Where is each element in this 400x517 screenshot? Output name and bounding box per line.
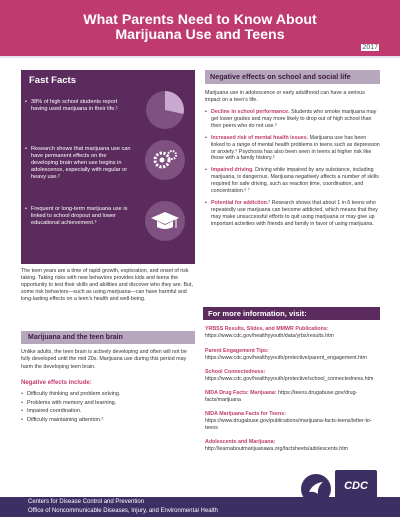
resource-item[interactable] <box>205 390 380 404</box>
list-item-title: Impaired driving. <box>211 167 254 174</box>
resource-link[interactable]: https://www.cdc.gov/healthyyouth/protective/school_connectedness.htm <box>205 375 374 382</box>
year-label: 2017 <box>362 44 378 51</box>
graduation-cap-icon <box>145 201 185 241</box>
footer-bar <box>0 497 400 517</box>
fast-fact-3: • Frequent or long-term marijuana use is linked to school dropout and lower educational achievement.³ <box>25 206 128 226</box>
teen-brain-header <box>21 331 195 344</box>
page-title <box>0 13 400 43</box>
pie-chart-icon <box>145 90 185 130</box>
resource-link[interactable]: https://www.drugabuse.gov/publications/marijuana-facts-teens/letter-to-teens <box>205 417 372 431</box>
school-effects-header <box>205 70 380 84</box>
fast-fact-3-text: Frequent or long-term marijuana use is linked to school dropout and lower educational achievement.³ <box>31 206 128 226</box>
list-item: • Problems with memory and learning. <box>21 399 120 408</box>
page-title-line2: Marijuana Use and Teens <box>115 27 285 43</box>
resource-title: Parent Engagement Tips: <box>205 348 269 354</box>
resource-item[interactable] <box>205 348 380 362</box>
more-info-heading: For more information, visit: <box>208 309 307 318</box>
resource-item[interactable] <box>205 369 380 383</box>
title-divider <box>0 56 400 58</box>
school-effects-list <box>205 109 380 233</box>
page-title-line1: What Parents Need to Know About <box>83 12 317 28</box>
resource-link[interactable]: http://learnaboutmarijuanawa.org/factsheets/adolescents.htm <box>205 445 349 452</box>
fast-fact-1-text: 38% of high school students report having used marijuana in their life.¹ <box>31 99 118 112</box>
school-effects-intro: Marijuana use in adolescence or early adulthood can have a serious impact on a teen’s life. <box>205 90 365 104</box>
resource-link[interactable]: https://teens.drugabuse.gov/drug-facts/marijuana <box>205 390 358 403</box>
more-info-header <box>203 307 380 320</box>
resource-item[interactable] <box>205 411 380 432</box>
cdc-logo: CDC <box>335 470 377 502</box>
resource-item[interactable] <box>205 326 380 340</box>
list-item-title: Decline in school performance. <box>211 109 290 115</box>
resource-title: NIDA Marijuana Facts for Teens: <box>205 411 286 417</box>
fast-fact-1: • 38% of high school students report having used marijuana in their life.¹ <box>25 99 118 112</box>
list-item-text: ² Research shows that about 1 in 6 teens who repeatedly use marijuana can become addicted, which means that they may make unsuccessful efforts to quit using marijuana or may give up important activities with friends and family in favor of using marijuana. <box>211 199 378 227</box>
list-item <box>205 167 380 195</box>
resource-title: YRBSS Results, Slides, and MMWR Publications: <box>205 326 329 332</box>
list-item-title: Potential for addiction. <box>211 199 269 206</box>
resource-link[interactable]: https://www.cdc.gov/healthyyouth/protective/parent_engagement.htm <box>205 354 367 361</box>
list-item-text: Marijuana use has been linked to a range of mental health problems in teens such as depression or anxiety.⁴ Psychosis has also been seen in teens at higher risk like those with a family history.⁵ <box>211 134 380 162</box>
negative-effects-list <box>21 390 120 424</box>
list-item <box>205 135 380 163</box>
list-item: • Difficulty thinking and problem solving. <box>21 390 120 399</box>
fast-fact-2-text: Research shows that marijuana use can have permanent effects on the developing brain when use begins in adolescence, especially with regular or heavy use.² <box>31 146 131 180</box>
school-effects-heading: Negative effects on school and social life <box>210 72 351 81</box>
negative-effects-label: Negative effects include: <box>21 380 92 386</box>
fast-facts-heading: Fast Facts <box>29 75 76 86</box>
list-item <box>205 200 380 228</box>
list-item-title: Increased risk of mental health issues. <box>211 134 309 141</box>
fast-fact-2: • Research shows that marijuana use can have permanent effects on the developing brain when use begins in adolescence, especially with regular or heavy use.² <box>25 146 131 180</box>
teen-brain-heading: Marijuana and the teen brain <box>28 334 123 341</box>
list-item-text: Students who smoke marijuana may get lower grades and may more likely to drop out of high school than their peers who do not use.³ <box>211 109 377 129</box>
fast-facts-panel <box>21 70 195 264</box>
resource-item[interactable] <box>205 439 380 453</box>
teen-brain-text: Unlike adults, the teen brain is actively developing and often will not be fully developed until the mid 20s. Marijuana use during this period may harm the developing teen brain. <box>21 349 187 370</box>
footer-office: Office of Noncommunicable Diseases, Injury, and Environmental Health <box>28 508 218 514</box>
list-item: • Impaired coordination. <box>21 407 120 416</box>
gear-brain-icon <box>145 140 185 180</box>
resource-link[interactable]: https://www.cdc.gov/healthyyouth/data/yrbs/results.htm <box>205 332 334 339</box>
resource-title: NIDA Drug Facts: Marijuana: <box>205 390 277 396</box>
resource-title: Adolescents and Marijuana: <box>205 439 276 445</box>
intro-paragraph: The teen years are a time of rapid growth, exploration, and onset of risk taking. Taking risks with new behaviors provides kids and teens the opportunity to test their skills and abilities and discover who they are. But, some risk behaviors—such as using marijuana—can have harmful and long-lasting effects on a teen’s health and well-being. <box>21 268 193 303</box>
list-item <box>205 109 380 130</box>
footer-agency: Centers for Disease Control and Prevention <box>28 499 145 505</box>
resource-title: School Connectedness: <box>205 369 266 375</box>
list-item-text: Driving while impaired by any substance, including marijuana, is dangerous. Marijuana negatively affects a number of skills required for safe driving, such as reaction time, coordination, and concentration.⁶ ⁷ <box>211 167 379 195</box>
list-item: • Difficulty maintaining attention.² <box>21 416 120 425</box>
